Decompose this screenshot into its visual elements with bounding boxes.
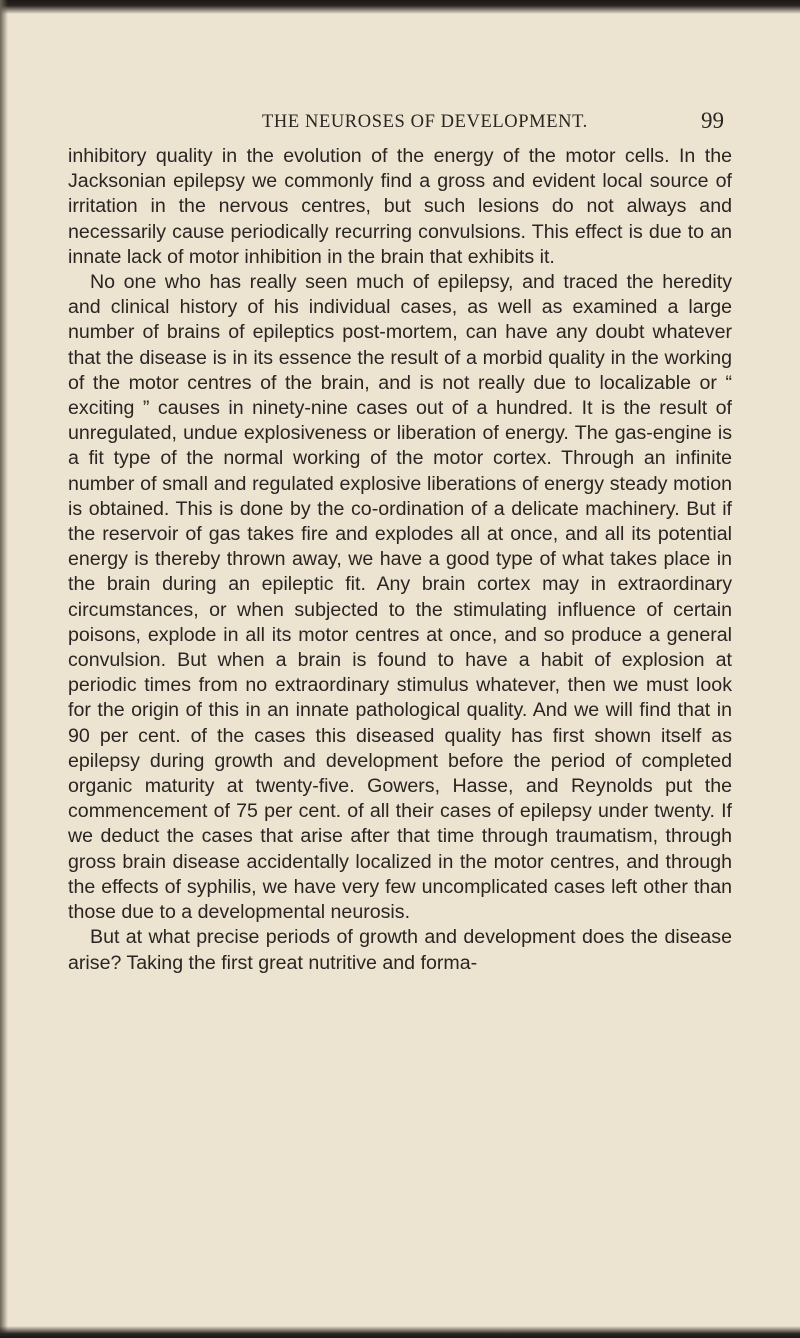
page-top-shadow: [0, 0, 800, 14]
page-number: 99: [701, 108, 724, 133]
running-head: [68, 108, 732, 138]
paragraph-continued: inhibitory quality in the evolution of the energy of the motor cells. In the Jacksonian epilepsy we commonly find a gross and evident local source of irritation in the nervous centres, but such lesions do not always and necessarily cause periodically recurring convulsions. This effect is due to an innate lack of motor inhibition in the brain that exhibits it.: [68, 145, 732, 268]
body-text: [68, 144, 732, 976]
running-head-title: THE NEUROSES OF DEVELOPMENT.: [262, 112, 588, 132]
page-bottom-shadow: [0, 1326, 800, 1338]
paragraph-epilepsy-cause: No one who has really seen much of epilepsy, and traced the heredity and clinical history of his individual cases, as well as examined a large number of brains of epileptics post-mortem, can have any doubt whatever that the disease is in its essence the result of a morbid quality in the working of the motor centres of the brain, and is not really due to localizable or “ exciting ” causes in ninety-nine cases out of a hundred. It is the result of unregulated, undue explosiveness or liberation of energy. The gas-engine is a fit type of the normal working of the motor cortex. Through an infinite number of small and regulated explosive liberations of energy steady motion is obtained. This is done by the co-ordination of a delicate machinery. But if the reservoir of gas takes fire and explodes all at once, and all its potential energy is thereby thrown away, we have a good type of what takes place in the brain during an epileptic fit. Any brain cortex may in extraordinary circumstances, or when subjected to the stimulating influence of certain poisons, explode in all its motor centres at once, and so produce a general convulsion. But when a brain is found to have a habit of explosion at periodic times from no extraordinary stimulus whatever, then we must look for the origin of this in an innate pathological quality. And we will find that in 90 per cent. of the cases this diseased quality has first shown itself as epilepsy during growth and development before the period of completed organic maturity at twenty-five. Gowers, Hasse, and Reynolds put the commencement of 75 per cent. of all their cases of epilepsy under twenty. If we deduct the cases that arise after that time through traumatism, through gross brain disease accidentally localized in the motor centres, and through the effects of syphilis, we have very few uncomplicated cases left other than those due to a developmental neurosis.: [68, 271, 732, 924]
book-page: [68, 108, 732, 974]
paragraph-growth-periods: But at what precise periods of growth and development does the disease arise? Taking the first great nutritive and forma-: [68, 926, 732, 974]
page-left-shadow: [0, 0, 8, 1338]
